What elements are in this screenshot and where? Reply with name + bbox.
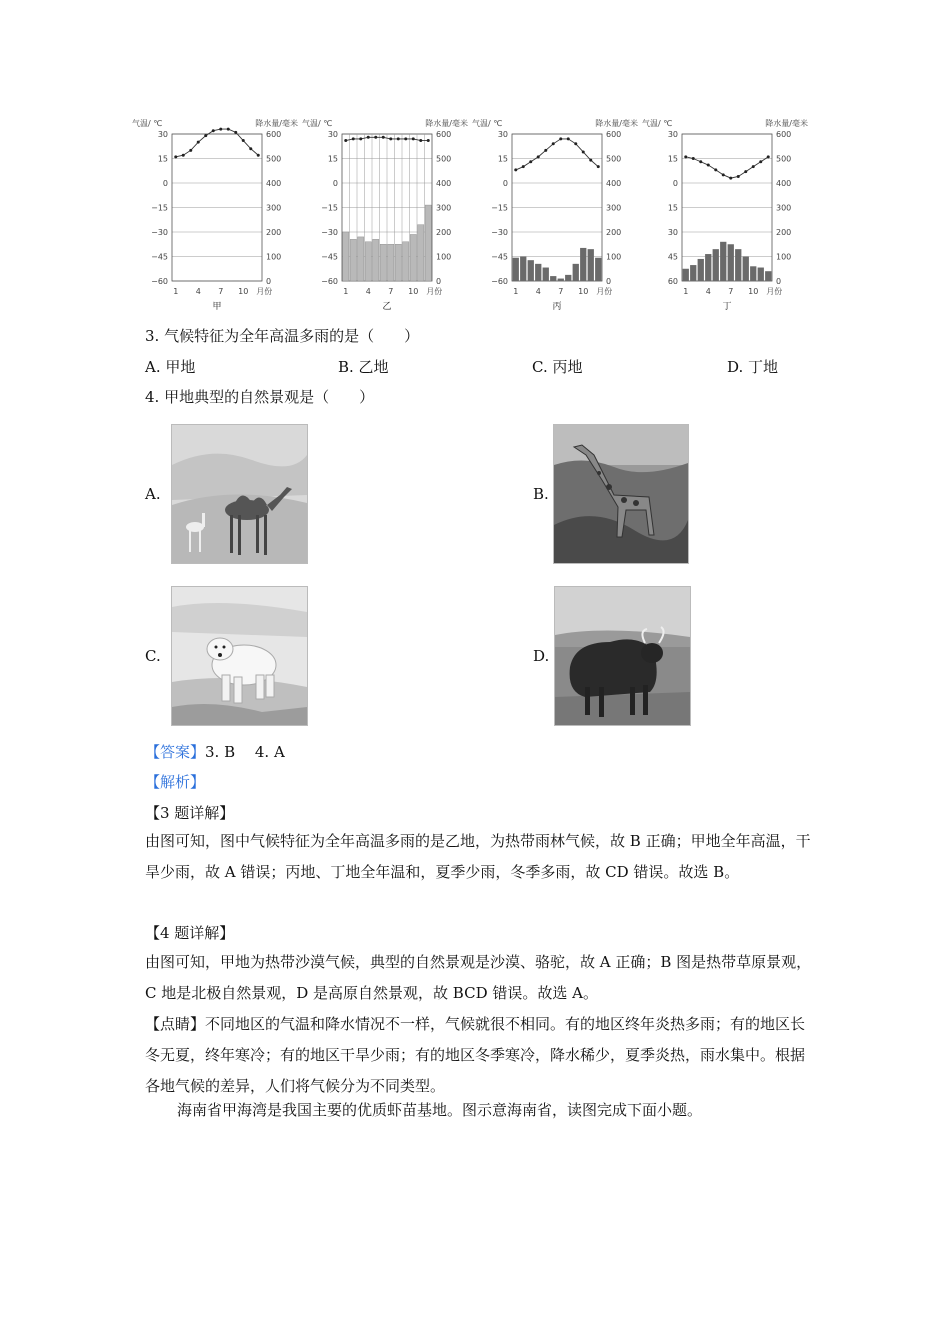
precipitation-tick-label: 0 bbox=[776, 277, 782, 286]
temperature-point bbox=[559, 137, 562, 140]
precipitation-bar bbox=[343, 232, 349, 281]
temperature-point bbox=[722, 173, 725, 176]
precipitation-tick-label: 100 bbox=[436, 252, 452, 262]
tip-body: 不同地区的气温和降水情况不一样，气候就很不相同。有的地区终年炎热多雨；有的地区长冬无夏，终年寒冷；有的地区干旱少雨；有的地区冬季寒冷，降水稀少，夏季炎热，雨水集中。根据各地气候的差异，人们将气候分为不同类型。 bbox=[145, 1015, 806, 1095]
analysis-tag: 【解析】 bbox=[145, 773, 206, 791]
precipitation-bar bbox=[565, 275, 571, 281]
precipitation-tick-label: 500 bbox=[606, 154, 622, 164]
detail-4-header: 【4 题详解】 bbox=[145, 924, 235, 942]
precipitation-tick-label: 600 bbox=[606, 130, 622, 139]
temperature-line bbox=[176, 129, 259, 157]
temperature-tick-label: −30 bbox=[151, 228, 168, 237]
climate-chart-ding bbox=[640, 112, 810, 317]
precipitation-tick-label: 0 bbox=[436, 277, 442, 286]
precipitation-bar bbox=[750, 266, 756, 281]
precipitation-tick-label: 400 bbox=[776, 179, 792, 188]
temperature-point bbox=[752, 165, 755, 168]
next-question-intro: 海南省甲海湾是我国主要的优质虾苗基地。图示意海南省，读图完成下面小题。 bbox=[177, 1101, 703, 1119]
climate-chart-svg bbox=[640, 112, 810, 317]
precipitation-bar bbox=[698, 259, 704, 281]
temperature-tick-label: 0 bbox=[502, 179, 508, 188]
temperature-tick-label: 30 bbox=[497, 130, 508, 139]
temperature-point bbox=[389, 137, 392, 140]
climate-chart-svg bbox=[300, 112, 470, 317]
month-tick-label: 10 bbox=[238, 287, 249, 296]
precipitation-bar bbox=[683, 269, 689, 281]
temperature-axis-label: 气温/ ℃ bbox=[132, 119, 163, 128]
temperature-point bbox=[412, 137, 415, 140]
month-tick-label: 10 bbox=[408, 287, 419, 296]
precipitation-tick-label: 0 bbox=[606, 277, 612, 286]
precipitation-bar bbox=[543, 268, 549, 281]
q3-option-c: C. 丙地 bbox=[532, 358, 583, 376]
climate-chart-bing bbox=[470, 112, 640, 317]
temperature-tick-label: 0 bbox=[162, 179, 168, 188]
climate-chart-jia bbox=[130, 112, 300, 317]
q3-option-b: B. 乙地 bbox=[338, 358, 389, 376]
temperature-point bbox=[257, 154, 260, 157]
temperature-point bbox=[574, 142, 577, 145]
precipitation-bar bbox=[558, 279, 564, 281]
temperature-tick-label: −45 bbox=[491, 252, 508, 262]
temperature-point bbox=[249, 147, 252, 150]
precipitation-bar bbox=[403, 242, 409, 281]
temperature-tick-label: 30 bbox=[157, 130, 168, 139]
temperature-tick-label: −60 bbox=[491, 277, 508, 286]
precipitation-bar bbox=[425, 205, 431, 281]
temperature-point bbox=[589, 159, 592, 162]
polar-bear-image bbox=[171, 586, 308, 726]
month-tick-label: 1 bbox=[513, 287, 519, 296]
temperature-tick-label: 30 bbox=[327, 130, 338, 139]
precipitation-bar bbox=[373, 239, 379, 281]
precipitation-bar bbox=[365, 242, 371, 281]
question-3-stem: 3. 气候特征为全年高温多雨的是（ ） bbox=[145, 327, 420, 345]
precipitation-bar bbox=[350, 239, 356, 281]
climate-chart-yi bbox=[300, 112, 470, 317]
temperature-point bbox=[567, 137, 570, 140]
precipitation-tick-label: 0 bbox=[266, 277, 272, 286]
tip-tag: 【点睛】 bbox=[145, 1015, 206, 1033]
temperature-tick-label: −45 bbox=[321, 252, 338, 262]
precipitation-tick-label: 300 bbox=[606, 203, 622, 213]
climate-chart-svg bbox=[130, 112, 300, 317]
precipitation-bar bbox=[588, 249, 594, 281]
temperature-tick-label: 30 bbox=[667, 228, 678, 237]
temperature-point bbox=[544, 149, 547, 152]
temperature-point bbox=[189, 149, 192, 152]
temperature-line bbox=[686, 157, 769, 178]
chart-name-label: 丙 bbox=[552, 302, 562, 312]
precipitation-axis-label: 降水量/毫米 bbox=[425, 119, 468, 128]
temperature-axis-label: 气温/ ℃ bbox=[642, 119, 673, 128]
month-axis-label: 月份 bbox=[596, 287, 613, 296]
precipitation-tick-label: 400 bbox=[436, 179, 452, 188]
temperature-tick-label: 0 bbox=[332, 179, 338, 188]
q4-option-a-label: A. bbox=[145, 485, 161, 503]
q4-option-c-label: C. bbox=[145, 647, 161, 665]
temperature-tick-label: −45 bbox=[151, 252, 168, 262]
temperature-point bbox=[242, 139, 245, 142]
month-axis-label: 月份 bbox=[256, 287, 273, 296]
precipitation-tick-label: 600 bbox=[436, 130, 452, 139]
climate-charts bbox=[130, 112, 810, 317]
precipitation-tick-label: 500 bbox=[436, 154, 452, 164]
temperature-tick-label: −15 bbox=[151, 203, 168, 213]
month-tick-label: 7 bbox=[728, 287, 734, 296]
temperature-point bbox=[729, 177, 732, 180]
temperature-point bbox=[537, 155, 540, 158]
temperature-point bbox=[182, 154, 185, 157]
precipitation-bar bbox=[520, 257, 526, 282]
temperature-point bbox=[174, 155, 177, 158]
precipitation-tick-label: 600 bbox=[266, 130, 282, 139]
month-tick-label: 7 bbox=[388, 287, 394, 296]
temperature-point bbox=[219, 128, 222, 131]
precipitation-bar bbox=[573, 264, 579, 281]
temperature-tick-label: −15 bbox=[321, 203, 338, 213]
month-tick-label: 1 bbox=[343, 287, 349, 296]
answer-tag: 【答案】 bbox=[145, 743, 206, 761]
precipitation-bar bbox=[705, 254, 711, 281]
precipitation-tick-label: 300 bbox=[776, 203, 792, 213]
q4-option-b-label: B. bbox=[533, 485, 549, 503]
q3-option-d: D. 丁地 bbox=[727, 358, 779, 376]
precipitation-tick-label: 500 bbox=[266, 154, 282, 164]
temperature-point bbox=[197, 141, 200, 144]
temperature-point bbox=[374, 136, 377, 139]
temperature-point bbox=[552, 142, 555, 145]
precipitation-bar bbox=[550, 276, 556, 281]
chart-name-label: 丁 bbox=[722, 302, 732, 312]
precipitation-bar bbox=[358, 237, 364, 281]
precipitation-bar bbox=[720, 242, 726, 281]
precipitation-bar bbox=[380, 244, 386, 281]
month-tick-label: 4 bbox=[365, 287, 371, 296]
temperature-point bbox=[707, 164, 710, 167]
temperature-point bbox=[204, 134, 207, 137]
precipitation-bar bbox=[580, 248, 586, 281]
month-axis-label: 月份 bbox=[426, 287, 443, 296]
month-tick-label: 4 bbox=[535, 287, 541, 296]
temperature-tick-label: −30 bbox=[491, 228, 508, 237]
precipitation-tick-label: 300 bbox=[266, 203, 282, 213]
precipitation-tick-label: 100 bbox=[776, 252, 792, 262]
precipitation-axis-label: 降水量/毫米 bbox=[765, 119, 808, 128]
precipitation-bar bbox=[765, 271, 771, 281]
precipitation-bar bbox=[743, 257, 749, 282]
precipitation-axis-label: 降水量/毫米 bbox=[595, 119, 638, 128]
precipitation-tick-label: 100 bbox=[266, 252, 282, 262]
temperature-point bbox=[699, 160, 702, 163]
month-axis-label: 月份 bbox=[766, 287, 783, 296]
temperature-line bbox=[516, 139, 599, 170]
precipitation-bar bbox=[595, 258, 601, 281]
chart-name-label: 乙 bbox=[382, 302, 392, 312]
temperature-tick-label: 15 bbox=[667, 203, 678, 213]
temperature-point bbox=[597, 165, 600, 168]
temperature-point bbox=[427, 139, 430, 142]
chart-name-label: 甲 bbox=[212, 302, 222, 312]
temperature-axis-label: 气温/ ℃ bbox=[302, 119, 333, 128]
temperature-point bbox=[714, 168, 717, 171]
month-tick-label: 1 bbox=[173, 287, 179, 296]
month-tick-label: 1 bbox=[683, 287, 689, 296]
temperature-tick-label: 15 bbox=[497, 154, 508, 164]
temperature-point bbox=[582, 150, 585, 153]
q4-option-d-label: D. bbox=[533, 647, 550, 665]
temperature-point bbox=[212, 129, 215, 132]
precipitation-tick-label: 100 bbox=[606, 252, 622, 262]
temperature-point bbox=[684, 155, 687, 158]
giraffe-savanna-image bbox=[553, 424, 689, 564]
temperature-point bbox=[744, 170, 747, 173]
temperature-tick-label: 30 bbox=[667, 130, 678, 139]
precipitation-bar bbox=[735, 249, 741, 281]
detail-3-body: 由图可知，图中气候特征为全年高温多雨的是乙地，为热带雨林气候，故 B 正确；甲地全年高温，干旱少雨，故 A 错误；丙地、丁地全年温和，夏季少雨，冬季多雨，故 CD 错误。故选 B。 bbox=[145, 832, 811, 881]
precipitation-tick-label: 600 bbox=[776, 130, 792, 139]
precipitation-bar bbox=[528, 260, 534, 281]
temperature-point bbox=[737, 175, 740, 178]
temperature-point bbox=[352, 137, 355, 140]
temperature-point bbox=[759, 160, 762, 163]
precipitation-bar bbox=[513, 258, 519, 281]
temperature-tick-label: 15 bbox=[327, 154, 338, 164]
precipitation-bar bbox=[418, 225, 424, 281]
precipitation-bar bbox=[410, 234, 416, 281]
camel-desert-image bbox=[171, 424, 308, 564]
month-tick-label: 4 bbox=[705, 287, 711, 296]
month-tick-label: 10 bbox=[578, 287, 589, 296]
precipitation-bar bbox=[758, 268, 764, 281]
temperature-point bbox=[522, 165, 525, 168]
precipitation-tick-label: 500 bbox=[776, 154, 792, 164]
temperature-tick-label: 0 bbox=[672, 179, 678, 188]
temperature-tick-label: −60 bbox=[321, 277, 338, 286]
temperature-axis-label: 气温/ ℃ bbox=[472, 119, 503, 128]
temperature-point bbox=[227, 128, 230, 131]
temperature-tick-label: −30 bbox=[321, 228, 338, 237]
precipitation-bar bbox=[728, 244, 734, 281]
answer-text: 3. B 4. A bbox=[205, 743, 285, 761]
temperature-point bbox=[359, 137, 362, 140]
detail-3-header: 【3 题详解】 bbox=[145, 804, 235, 822]
temperature-point bbox=[404, 137, 407, 140]
precipitation-tick-label: 400 bbox=[606, 179, 622, 188]
precipitation-tick-label: 200 bbox=[776, 228, 792, 237]
precipitation-bar bbox=[690, 265, 696, 281]
precipitation-tick-label: 200 bbox=[436, 228, 452, 237]
precipitation-bar bbox=[713, 249, 719, 281]
temperature-point bbox=[419, 139, 422, 142]
precipitation-tick-label: 200 bbox=[266, 228, 282, 237]
yak-plateau-image bbox=[554, 586, 691, 726]
month-tick-label: 4 bbox=[195, 287, 201, 296]
precipitation-bar bbox=[388, 244, 394, 281]
temperature-point bbox=[529, 160, 532, 163]
temperature-point bbox=[692, 157, 695, 160]
precipitation-bar bbox=[535, 264, 541, 281]
month-tick-label: 10 bbox=[748, 287, 759, 296]
answer-line bbox=[145, 741, 285, 763]
precipitation-axis-label: 降水量/毫米 bbox=[255, 119, 298, 128]
temperature-point bbox=[367, 136, 370, 139]
temperature-tick-label: 15 bbox=[667, 154, 678, 164]
precipitation-tick-label: 200 bbox=[606, 228, 622, 237]
temperature-tick-label: 60 bbox=[667, 277, 678, 286]
temperature-point bbox=[514, 168, 517, 171]
question-4-stem: 4. 甲地典型的自然景观是（ ） bbox=[145, 388, 375, 406]
detail-4-body: 由图可知，甲地为热带沙漠气候，典型的自然景观是沙漠、骆驼，故 A 正确；B 图是热带草原景观，C 地是北极自然景观，D 是高原自然景观，故 BCD 错误。故选 A。 bbox=[145, 953, 812, 1002]
q3-option-a: A. 甲地 bbox=[145, 358, 196, 376]
month-tick-label: 7 bbox=[558, 287, 564, 296]
month-tick-label: 7 bbox=[218, 287, 224, 296]
tip-paragraph bbox=[145, 1009, 815, 1102]
precipitation-tick-label: 300 bbox=[436, 203, 452, 213]
temperature-tick-label: 45 bbox=[667, 252, 678, 262]
temperature-point bbox=[234, 131, 237, 134]
temperature-tick-label: 15 bbox=[157, 154, 168, 164]
temperature-tick-label: −60 bbox=[151, 277, 168, 286]
climate-chart-svg bbox=[470, 112, 640, 317]
temperature-point bbox=[382, 136, 385, 139]
precipitation-tick-label: 400 bbox=[266, 179, 282, 188]
precipitation-bar bbox=[395, 244, 401, 281]
temperature-point bbox=[344, 139, 347, 142]
temperature-tick-label: −15 bbox=[491, 203, 508, 213]
temperature-point bbox=[397, 137, 400, 140]
temperature-point bbox=[767, 155, 770, 158]
